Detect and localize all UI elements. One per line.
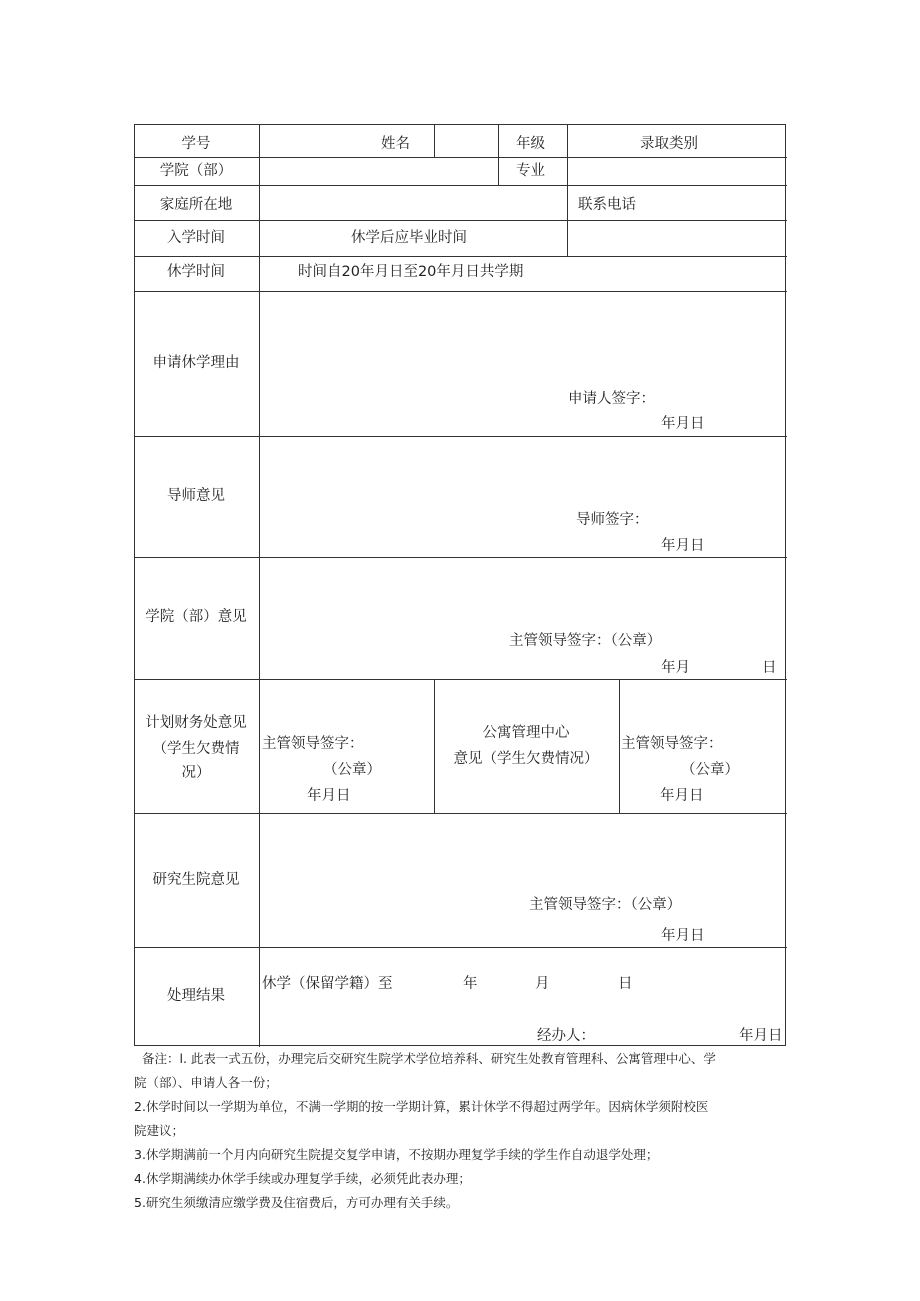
student-id-label: 学号 (181, 136, 211, 152)
row-divider (135, 947, 787, 948)
apartment-label-line2: 意见（学生欠费情况） (453, 751, 599, 767)
apartment-leader-signature: 主管领导签字： (621, 736, 723, 752)
finance-seal: （公章） (323, 762, 381, 778)
cell-divider (619, 679, 620, 813)
row-divider (135, 220, 787, 221)
college-label: 学院（部） (159, 163, 233, 179)
handler-date: 年月日 (739, 1028, 783, 1044)
note-1-line2: 院（部）、申请人各一份； (134, 1075, 278, 1090)
finance-label-line3: 况） (181, 765, 211, 781)
row-divider (135, 813, 787, 814)
apartment-date: 年月日 (660, 788, 704, 804)
reason-label: 申请休学理由 (152, 355, 240, 371)
enroll-time-label: 入学时间 (167, 230, 225, 246)
note-4: 4.休学期满续办休学手续或办理复学手续，必须凭此表办理； (134, 1171, 471, 1186)
suspend-time-text: 时间自20年月日至20年月日共学期 (298, 264, 524, 280)
row-divider (135, 557, 787, 558)
finance-leader-signature: 主管领导签字： (262, 736, 364, 752)
note-5: 5.研究生须缴清应缴学费及住宿费后，方可办理有关手续。 (134, 1195, 459, 1210)
note-3: 3.休学期满前一个月内向研究生院提交复学申请，不按期办理复学手续的学生作自动退学处理； (134, 1147, 659, 1162)
cell-divider (567, 185, 568, 256)
college-opinion-label: 学院（部）意见 (145, 609, 247, 625)
cell-divider (434, 679, 435, 813)
note-2-line2: 院建议； (134, 1123, 185, 1138)
result-year: 年 (463, 976, 478, 992)
finance-label-line1: 计划财务处意见 (145, 715, 247, 731)
finance-date: 年月日 (307, 788, 351, 804)
home-location-label: 家庭所在地 (159, 197, 233, 213)
college-date-year-month: 年月 (661, 660, 690, 676)
cell-divider (567, 125, 568, 185)
result-label: 处理结果 (167, 988, 225, 1004)
applicant-date: 年月日 (661, 416, 705, 432)
admission-type-label: 录取类别 (640, 136, 698, 152)
note-2-line1: 2.休学时间以一学期为单位，不满一学期的按一学期计算，累计休学不得超过两学年。因病休学须附校医 (134, 1099, 709, 1114)
phone-label: 联系电话 (578, 197, 636, 213)
graduate-leader-signature: 主管领导签字：（公章） (529, 897, 682, 913)
row-divider (135, 291, 787, 292)
graduate-school-opinion-label: 研究生院意见 (152, 872, 240, 888)
result-day: 日 (618, 976, 633, 992)
row-divider (135, 256, 787, 257)
advisor-signature: 导师签字： (576, 512, 649, 528)
result-month: 月 (535, 976, 550, 992)
note-1-line1: 备注：l. 此表一式五份，办理完后交研究生院学术学位培养科、研究生处教育管理科、公寓管理中心、学 (142, 1051, 716, 1066)
graduate-after-label: 休学后应毕业时间 (351, 230, 467, 246)
college-date-day: 日 (762, 660, 777, 676)
cell-divider (498, 125, 499, 185)
row-divider (135, 679, 787, 680)
graduate-date: 年月日 (661, 928, 705, 944)
row-divider (135, 436, 787, 437)
advisor-date: 年月日 (661, 538, 705, 554)
major-label: 专业 (516, 163, 545, 179)
label-column-divider (259, 125, 260, 1047)
suspend-time-label: 休学时间 (167, 264, 225, 280)
notes-section (134, 1047, 789, 1215)
finance-label-line2: （学生欠费情 (152, 741, 240, 757)
college-leader-signature: 主管领导签字：（公章） (509, 633, 662, 649)
row-divider (135, 185, 787, 186)
advisor-opinion-label: 导师意见 (167, 488, 225, 504)
name-label: 姓名 (381, 136, 410, 152)
handler-label: 经办人： (537, 1028, 595, 1044)
result-text: 休学（保留学籍）至 (262, 976, 393, 992)
apartment-seal: （公章） (681, 762, 739, 778)
row-divider (135, 157, 787, 158)
grade-label: 年级 (516, 136, 545, 152)
apartment-label-line1: 公寓管理中心 (482, 725, 570, 741)
cell-divider (434, 125, 435, 157)
applicant-signature: 申请人签字： (568, 391, 655, 407)
